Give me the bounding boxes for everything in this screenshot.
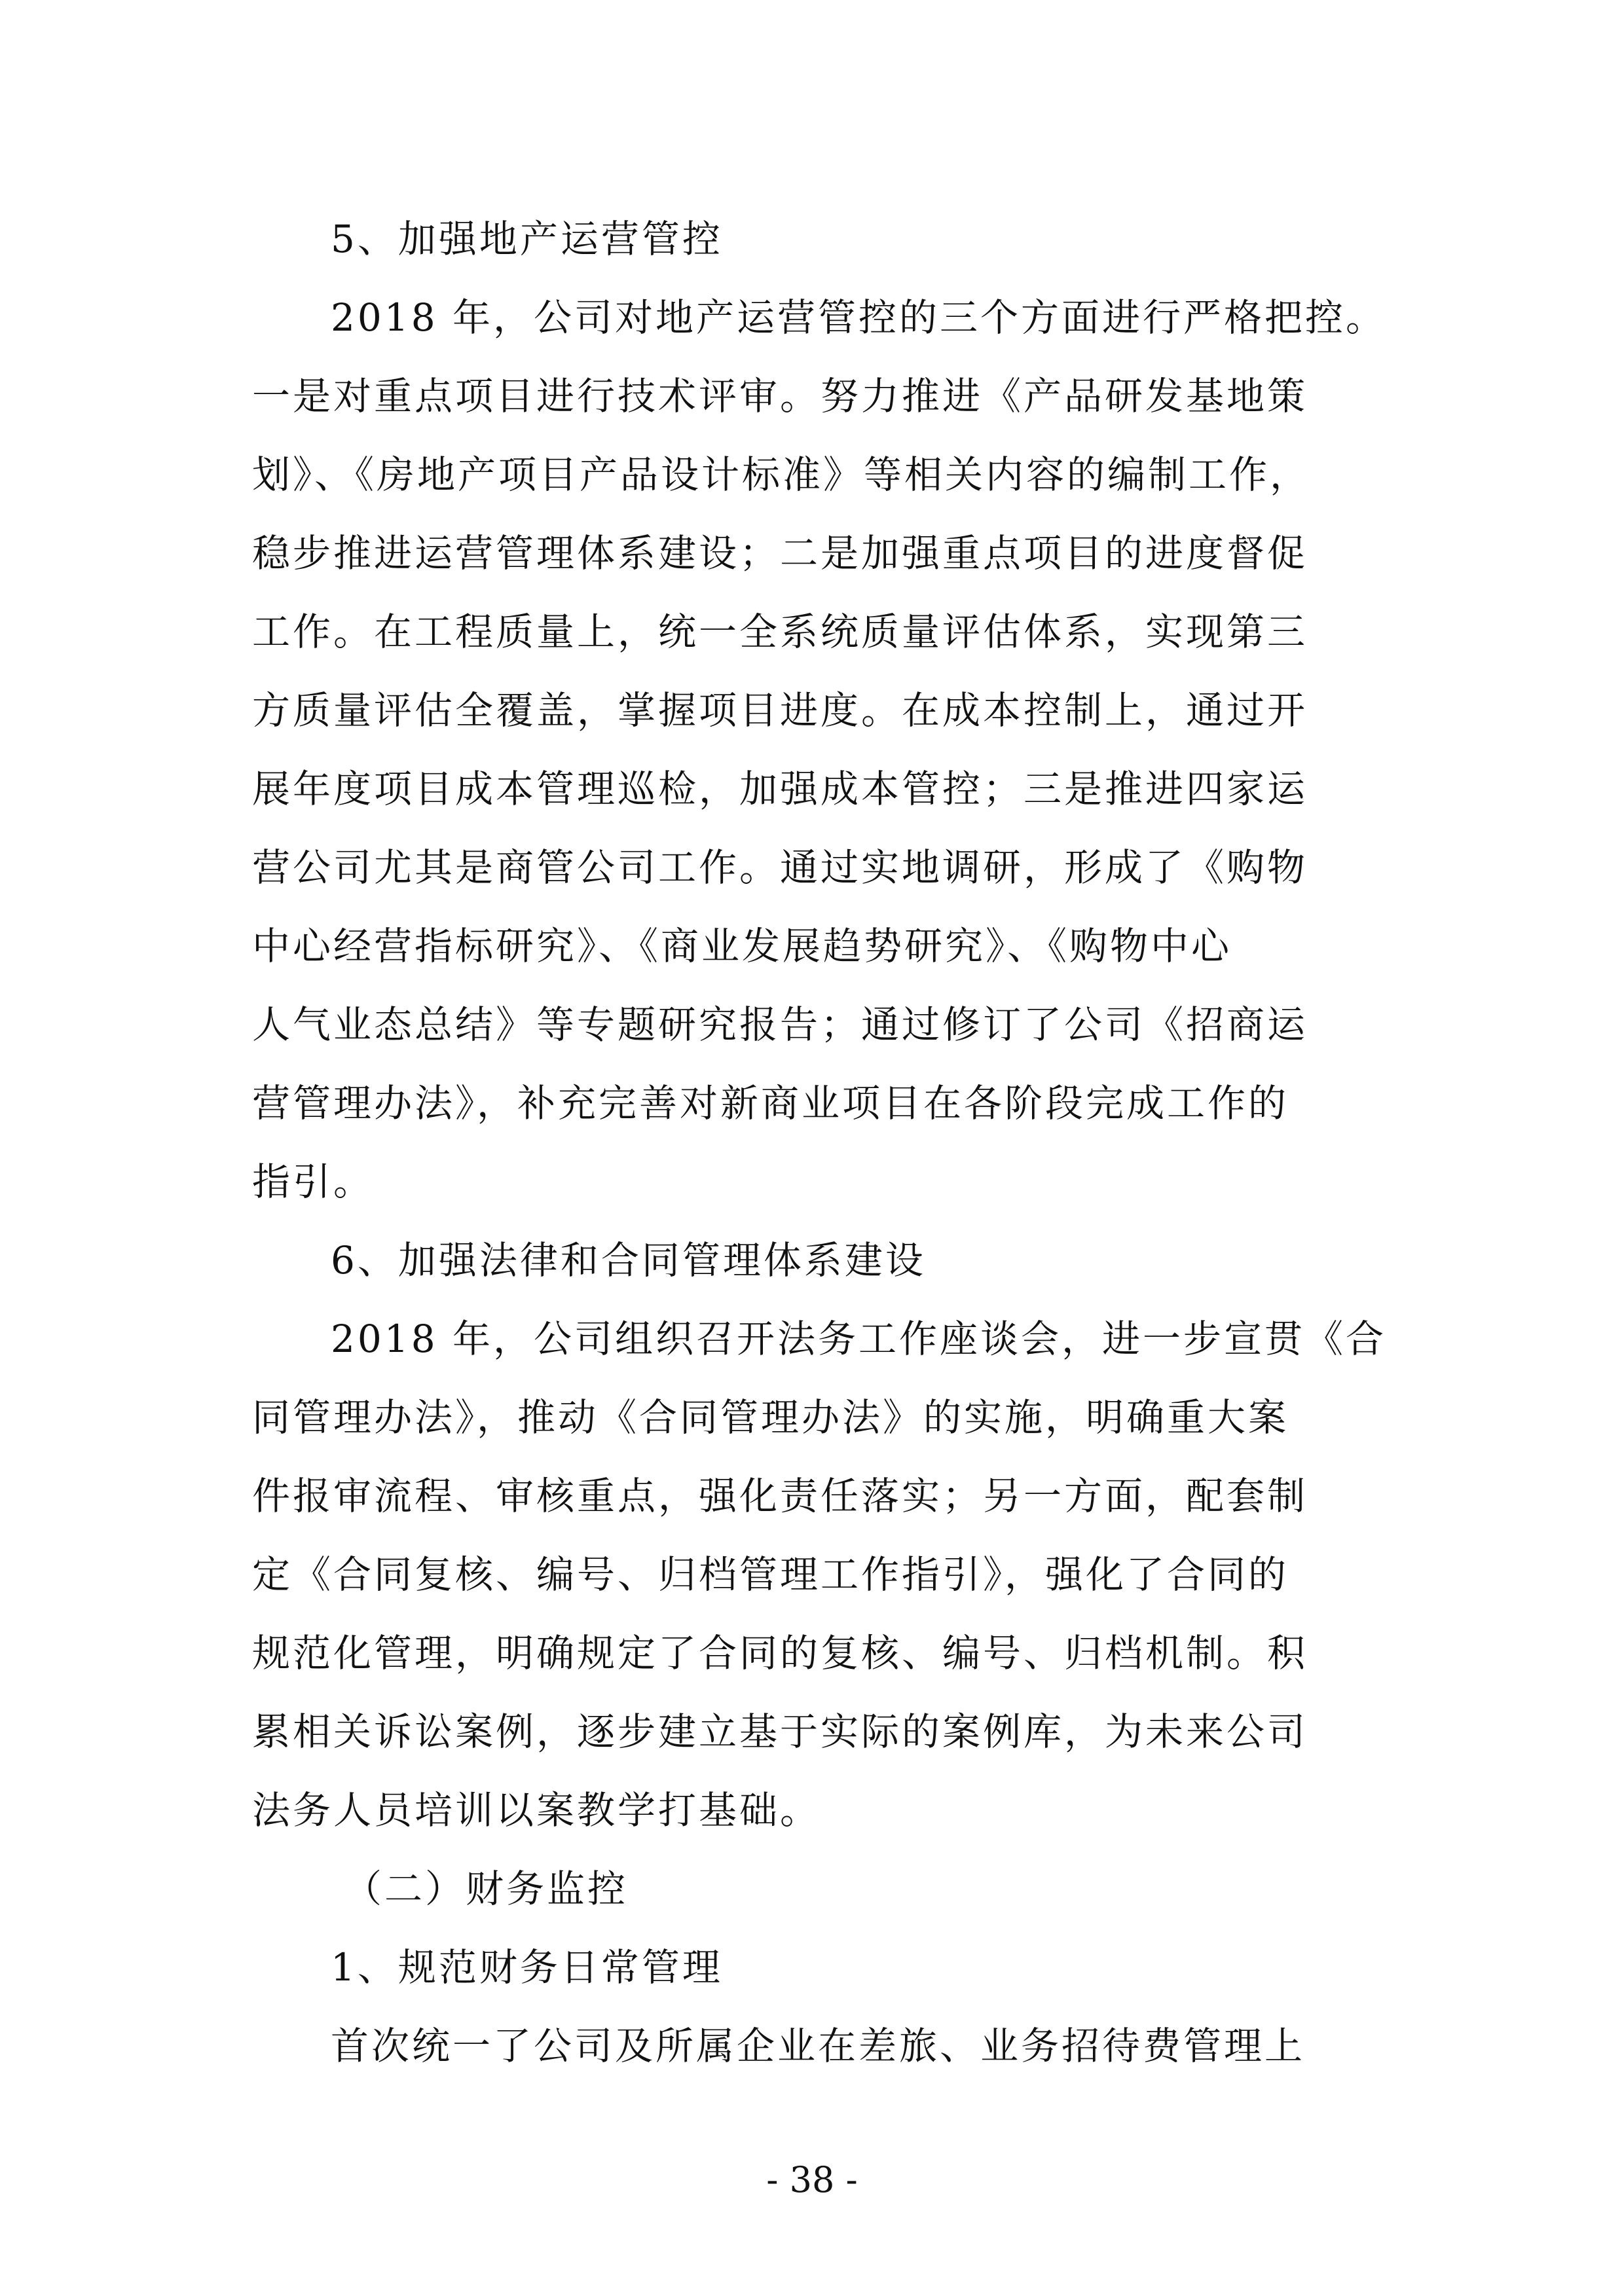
paragraph-line: 方质量评估全覆盖，掌握项目进度。在成本控制上，通过开 [252,688,1308,733]
page-number: - 38 - [766,2159,858,2200]
section-6-heading: 6、加强法律和合同管理体系建设 [331,1238,926,1283]
section-5-heading: 5、加强地产运营管控 [331,217,723,261]
paragraph-line: 2018 年，公司组织召开法务工作座谈会，进一步宣贯《合 [331,1317,1387,1361]
paragraph-line: 划》、《房地产项目产品设计标准》等相关内容的编制工作， [252,452,1311,497]
paragraph-line: 工作。在工程质量上，统一全系统质量评估体系，实现第三 [252,610,1308,654]
paragraph-line: 中心经营指标研究》、《商业发展趋势研究》、《购物中心 [252,924,1232,968]
paragraph-line: 营公司尤其是商管公司工作。通过实地调研，形成了《购物 [252,845,1308,890]
paragraph-line: 展年度项目成本管理巡检，加强成本管控；三是推进四家运 [252,767,1308,811]
paragraph-line: 一是对重点项目进行技术评审。努力推进《产品研发基地策 [252,374,1308,418]
paragraph-line: 稳步推进运营管理体系建设；二是加强重点项目的进度督促 [252,531,1308,575]
paragraph-line: 人气业态总结》等专题研究报告；通过修订了公司《招商运 [252,1002,1308,1047]
paragraph-line: 指引。 [252,1159,375,1204]
paragraph-line: 累相关诉讼案例，逐步建立基于实际的案例库，为未来公司 [252,1709,1308,1754]
paragraph-line: 定《合同复核、编号、归档管理工作指引》，强化了合同的 [252,1552,1289,1597]
paragraph-line: 营管理办法》，补充完善对新商业项目在各阶段完成工作的 [252,1081,1289,1125]
paragraph-line: 首次统一了公司及所属企业在差旅、业务招待费管理上 [331,2024,1306,2068]
section-1-heading: 1、规范财务日常管理 [331,1945,723,1990]
paragraph-line: 2018 年，公司对地产运营管控的三个方面进行严格把控。 [331,295,1387,340]
paragraph-line: 规范化管理，明确规定了合同的复核、编号、归档机制。积 [252,1631,1308,1675]
part-2-heading: （二）财务监控 [344,1867,629,1911]
paragraph-line: 件报审流程、审核重点，强化责任落实；另一方面，配套制 [252,1474,1308,1518]
paragraph-line: 同管理办法》，推动《合同管理办法》的实施，明确重大案 [252,1395,1289,1440]
paragraph-line: 法务人员培训以案教学打基础。 [252,1788,821,1832]
